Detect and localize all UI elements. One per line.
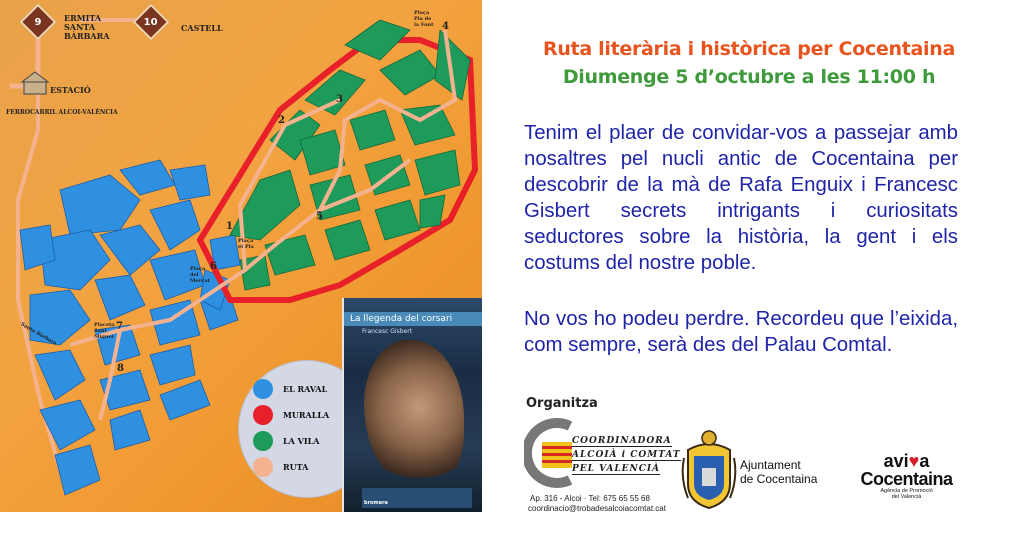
legend-item-muralla: MURALLA xyxy=(253,405,329,425)
legend-swatch-vila xyxy=(253,431,273,451)
label-santa-barbara: Santa Bàrbara xyxy=(19,321,58,347)
pin-ermita-label: ERMITA SANTA BÀRBARA xyxy=(64,13,110,41)
pin-castell: 10 xyxy=(133,4,170,41)
invitation-paragraph-2: No vos ho podeu perdre. Recordeu que l’eixida, com sempre, serà des del Palau Comtal. xyxy=(524,308,958,356)
event-date: Diumenge 5 d’octubre a les 11:00 h xyxy=(562,66,936,88)
stop-4: 4 xyxy=(442,21,449,32)
coordinadora-logo xyxy=(524,418,681,514)
event-title: Ruta literària i històrica per Cocentaina xyxy=(543,38,955,60)
coordinadora-email: coordinacio@trobadesalcoiacomtat.cat xyxy=(528,504,666,513)
stop-7: 7 xyxy=(116,321,123,332)
coordinadora-address: Ap. 316 - Alcoi · Tel: 675 65 55 68 xyxy=(530,494,650,503)
book-cover-face-image xyxy=(364,340,464,490)
coordinadora-line-2: ALCOIÀ i COMTAT xyxy=(572,450,681,460)
stop-3: 3 xyxy=(336,94,343,105)
stop-2: 2 xyxy=(278,115,285,126)
legend-item-ruta: RUTA xyxy=(253,457,308,477)
aviva-city: Cocentaina xyxy=(860,469,953,489)
stop-6: 6 xyxy=(210,261,217,272)
label-placa-pla-font: Plaça Pla de la Font xyxy=(414,10,434,28)
aviva-cocentaina-logo xyxy=(854,452,959,500)
stop-1: 1 xyxy=(226,221,233,232)
invitation-panel xyxy=(482,0,1024,537)
cocentaina-crest-icon xyxy=(680,428,738,512)
legend-swatch-ruta xyxy=(253,457,273,477)
aviva-tagline: Agència de Promoció del Valencià xyxy=(880,488,933,500)
label-placa-mercat: Plaça del Mercat xyxy=(190,266,210,284)
stop-8: 8 xyxy=(117,363,124,374)
coordinadora-line-1: COORDINADORA xyxy=(572,436,672,446)
legend-item-vila: LA VILA xyxy=(253,431,319,451)
label-placeta-sant-miquel: Placeta Sant Miquel xyxy=(94,322,115,340)
stop-5: 5 xyxy=(316,211,323,222)
invitation-paragraph-1: Tenim el plaer de convidar-vos a passejar amb nosaltres pel nucli antic de Cocentaina per descobrir de la mà de Rafa Enguix i Francesc Gisbert secrets intrigants i curiositats seductores sobre la història, la gent i els costums del nostre poble. xyxy=(524,122,958,274)
heart-icon: ♥ xyxy=(908,451,920,471)
organizer-heading: Organitza xyxy=(526,396,598,411)
ferrocarril-label: FERROCARRIL ALCOI-VALÈNCIA xyxy=(6,109,118,116)
route-map xyxy=(0,0,482,512)
coordinadora-line-3: PEL VALENCIÀ xyxy=(572,464,661,474)
book-cover xyxy=(342,298,482,512)
ajuntament-name: Ajuntament de Cocentaina xyxy=(740,458,818,486)
label-placa-pla: Plaça el Pla xyxy=(238,238,254,250)
estacio-label: ESTACIÓ xyxy=(50,85,91,95)
legend-swatch-raval xyxy=(253,379,273,399)
legend-swatch-muralla xyxy=(253,405,273,425)
pin-ermita: 9 xyxy=(20,4,57,41)
book-publisher: bromera xyxy=(364,500,388,506)
book-title: La llegenda del corsari xyxy=(344,312,482,326)
aviva-wordmark: avi♥a xyxy=(883,451,930,471)
book-author: Francesc Gisbert xyxy=(362,328,413,335)
legend-item-raval: EL RAVAL xyxy=(253,379,327,399)
pin-castell-label: CASTELL xyxy=(181,23,223,33)
